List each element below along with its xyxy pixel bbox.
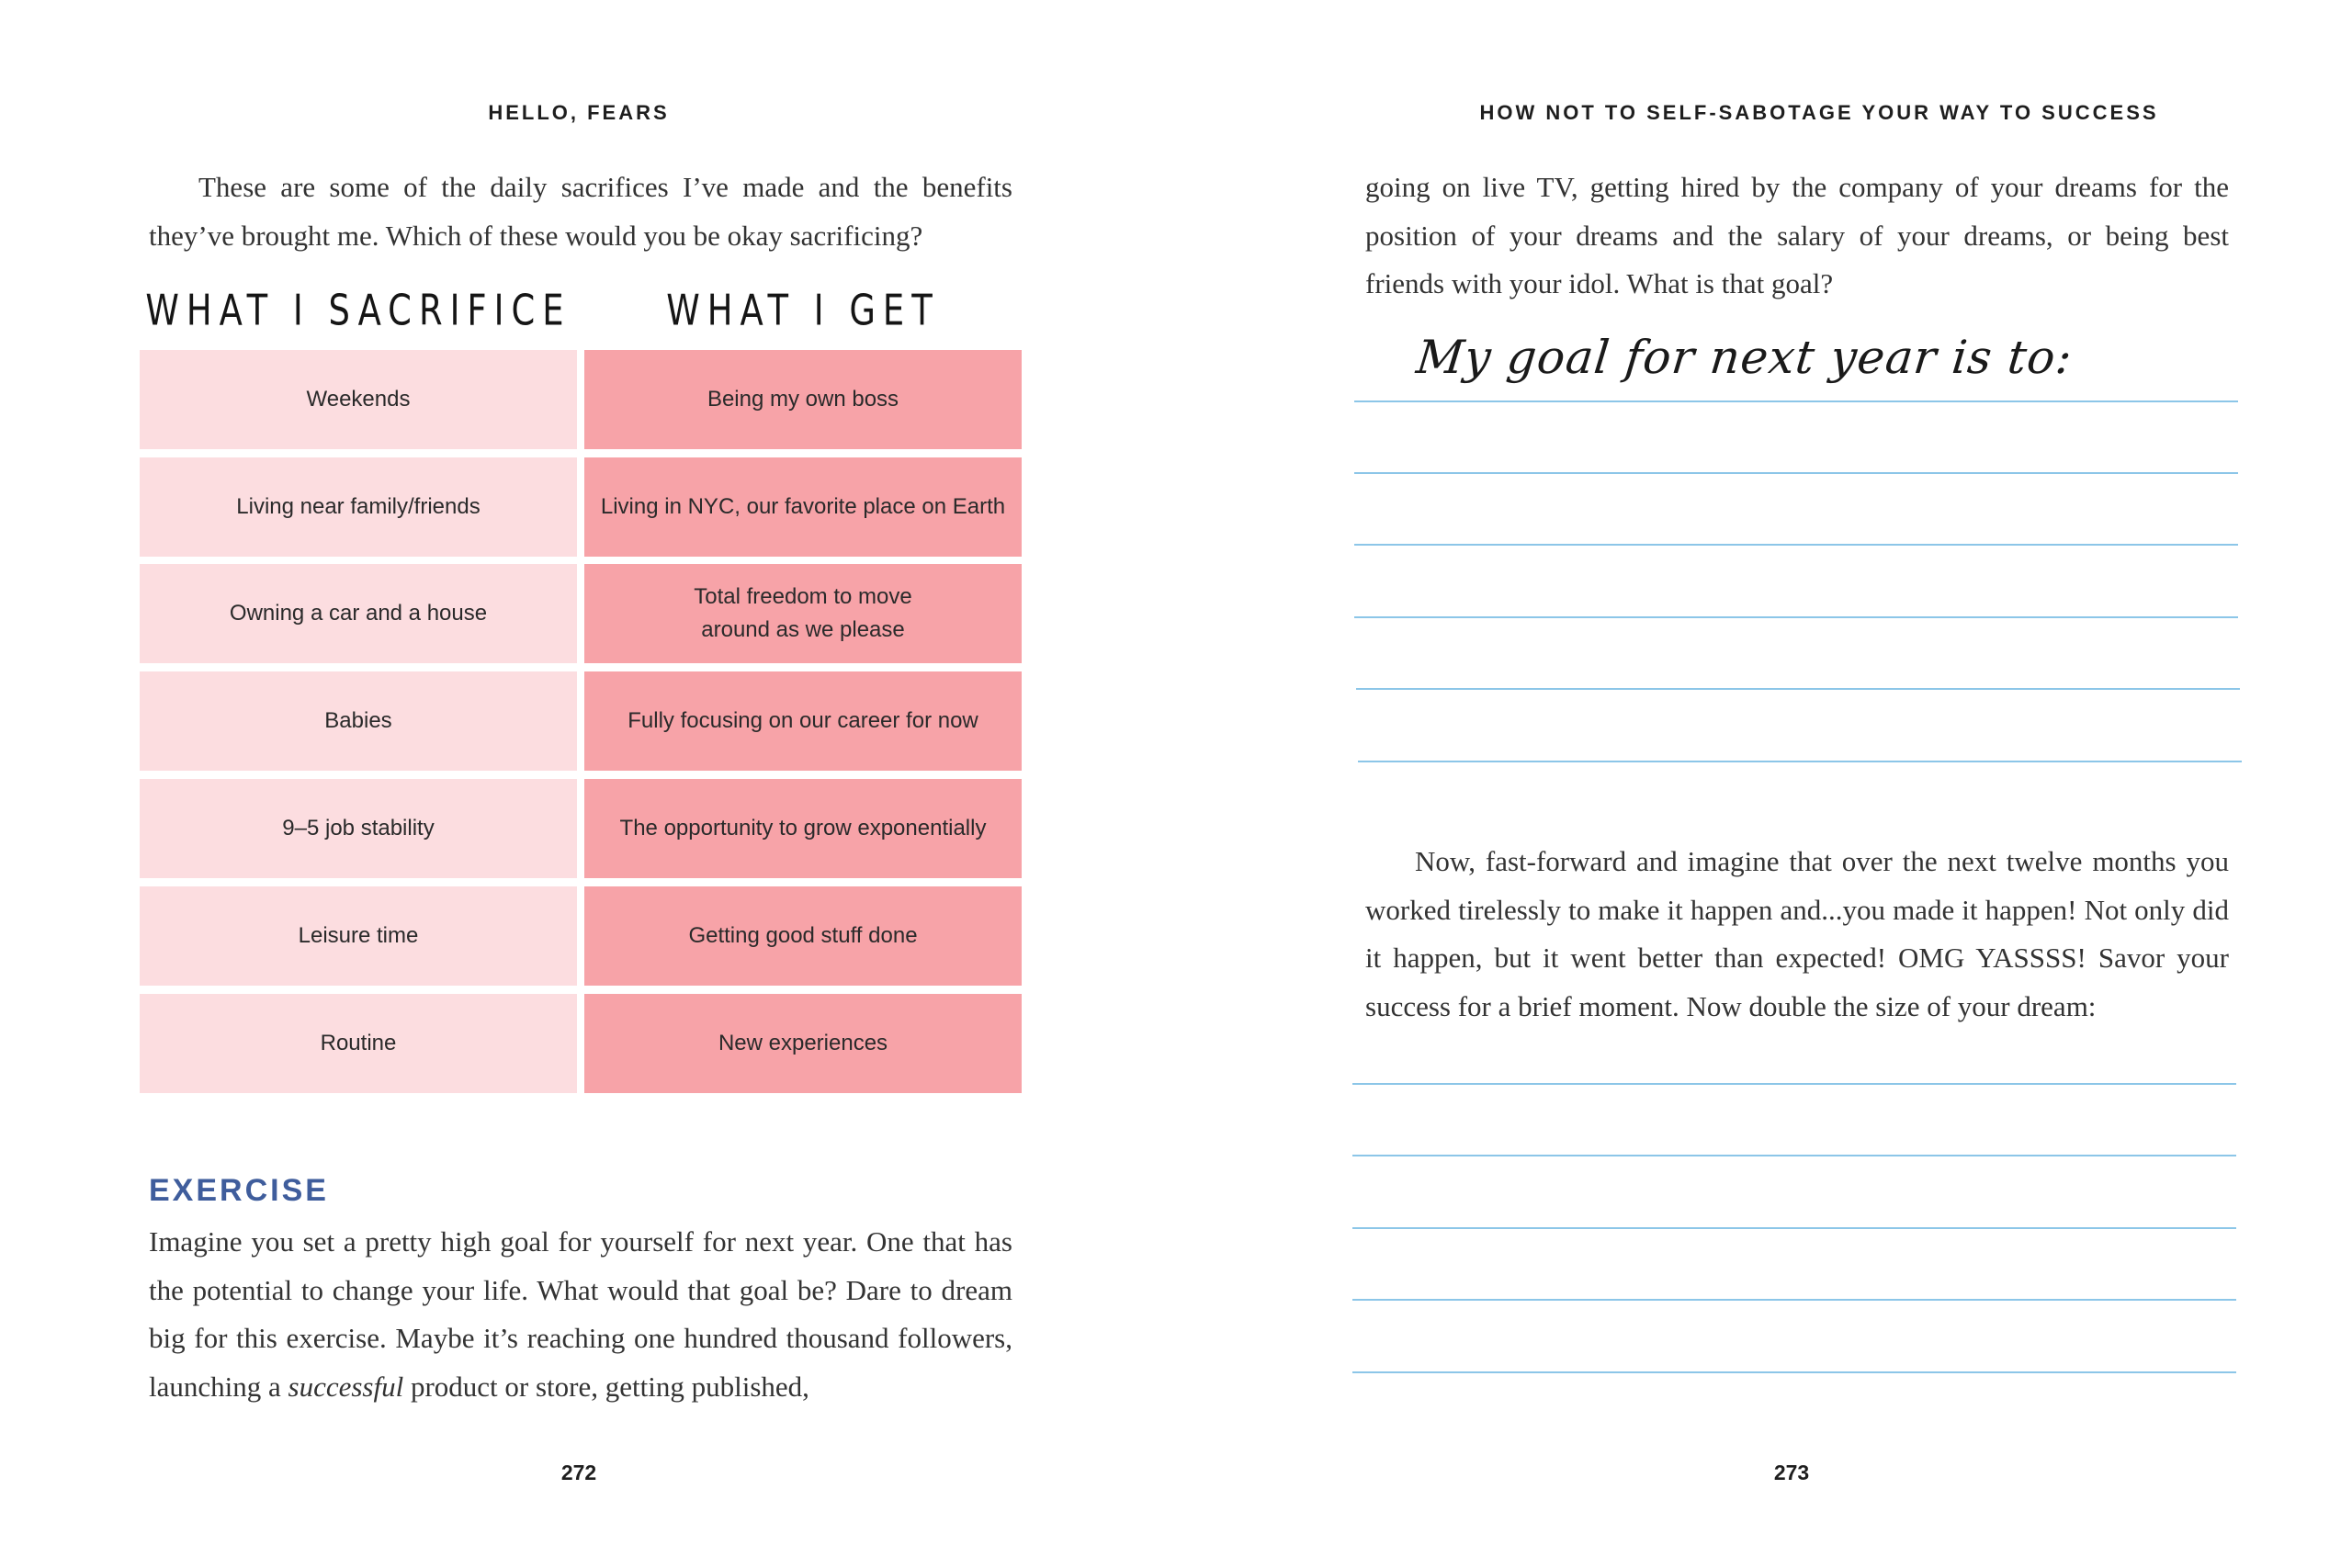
fast-forward-text: Now, fast-forward and imagine that over the next twelve months you worked tirelessly to make it happen and...you made it happen! Not only did it happen, but it went better than expected! OMG YASSSS! Savor your success for a brief moment. Now double the size of your dream:	[1365, 845, 2229, 1022]
get-cell: Being my own boss	[584, 350, 1022, 449]
intro-text: These are some of the daily sacrifices I’ve made and the benefits they’ve brought me. Which of these would you be okay sacrificing?	[149, 171, 1012, 252]
writing-line	[1358, 761, 2242, 762]
sacrifice-cell: Leisure time	[140, 886, 577, 986]
writing-line	[1352, 1083, 2236, 1085]
intro-paragraph	[149, 164, 1012, 260]
get-cell: Total freedom to move around as we please	[584, 564, 1022, 663]
sacrifice-cell: Owning a car and a house	[140, 564, 577, 663]
exercise-emphasis: successful	[288, 1370, 404, 1403]
writing-line	[1354, 544, 2238, 546]
exercise-paragraph	[149, 1218, 1012, 1411]
goal-prompt: My goal for next year is to:	[1413, 331, 2075, 384]
writing-line	[1356, 688, 2240, 690]
continued-paragraph: going on live TV, getting hired by the company of your dreams for the position of your dreams and the salary of your dreams, or being best friends with your idol. What is that goal?	[1365, 171, 2229, 299]
get-cell: Fully focusing on our career for now	[584, 671, 1022, 771]
running-head-left: HELLO, FEARS	[488, 101, 670, 124]
sacrifice-column-header: WHAT I SACRIFICE	[145, 286, 571, 335]
page-number-left: 272	[560, 1461, 597, 1484]
sacrifice-cell: Babies	[140, 671, 577, 771]
writing-line	[1354, 472, 2238, 474]
get-cell: Living in NYC, our favorite place on Earth	[584, 457, 1022, 557]
writing-line	[1354, 400, 2238, 402]
fast-forward-paragraph	[1365, 838, 2229, 1031]
exercise-text: Imagine you set a pretty high goal for yourself for next year. One that has the potential to change your life. What would that goal be? Dare to dream big for this exercise. Maybe it’s reaching one hundred thousand followers, launching a	[149, 1225, 1012, 1403]
get-cell: New experiences	[584, 994, 1022, 1093]
writing-line	[1352, 1155, 2236, 1156]
get-cell: Getting good stuff done	[584, 886, 1022, 986]
exercise-heading: EXERCISE	[149, 1173, 329, 1208]
writing-line	[1354, 616, 2238, 618]
sacrifice-cell: Routine	[140, 994, 577, 1093]
right-page	[1176, 0, 2352, 1568]
running-head-right: HOW NOT TO SELF-SABOTAGE YOUR WAY TO SUCCESS	[1479, 101, 2159, 124]
writing-line	[1352, 1371, 2236, 1373]
writing-line	[1352, 1227, 2236, 1229]
writing-line	[1352, 1299, 2236, 1301]
sacrifice-cell: Living near family/friends	[140, 457, 577, 557]
exercise-text-end: product or store, getting published,	[403, 1370, 809, 1403]
sacrifice-cell: Weekends	[140, 350, 577, 449]
get-column-header: WHAT I GET	[666, 286, 940, 335]
sacrifice-cell: 9–5 job stability	[140, 779, 577, 878]
get-cell: The opportunity to grow exponentially	[584, 779, 1022, 878]
page-number-right: 273	[1773, 1461, 1810, 1484]
